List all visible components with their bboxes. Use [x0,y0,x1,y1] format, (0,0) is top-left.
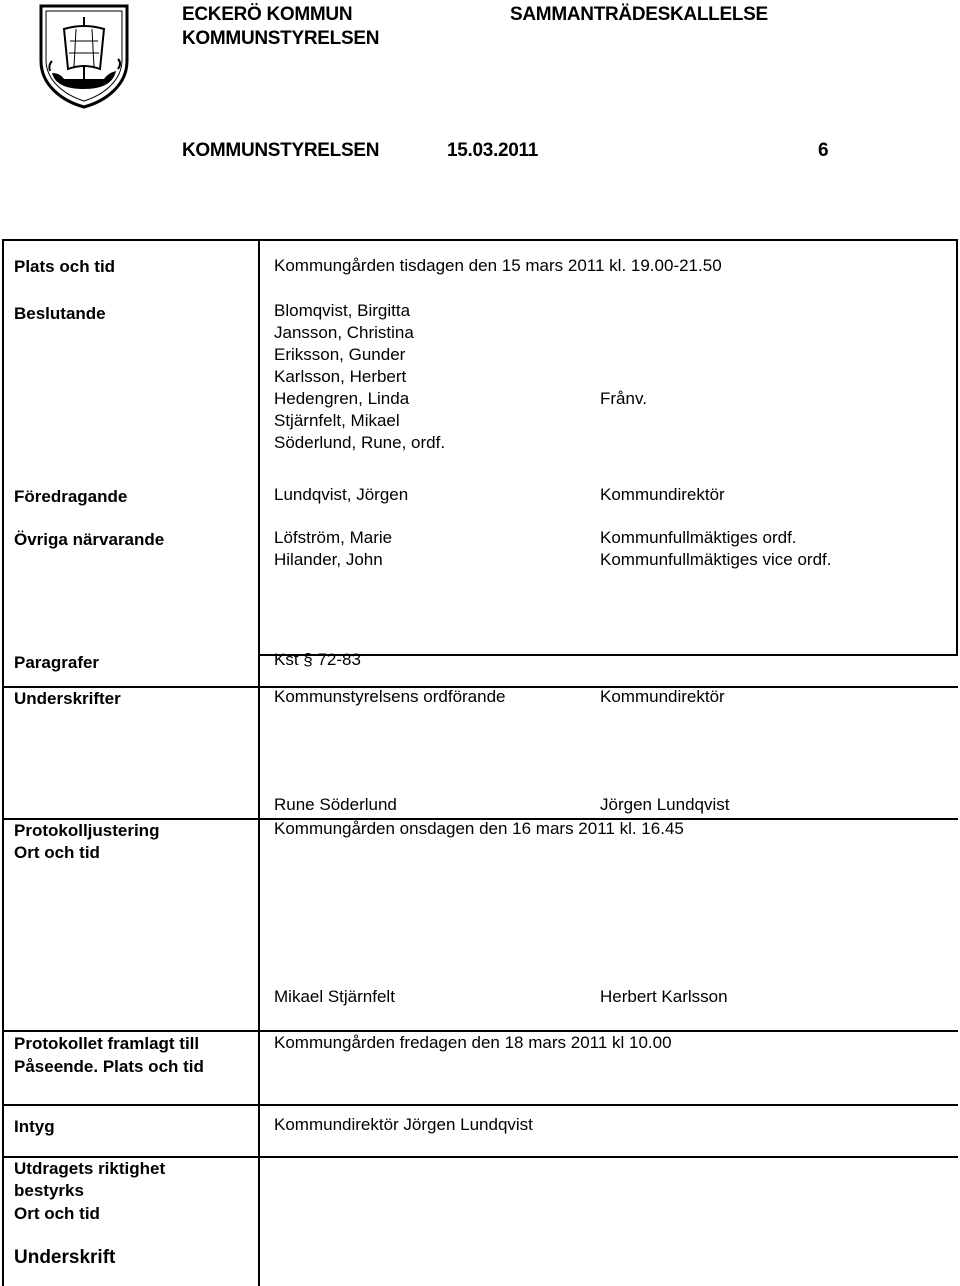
row-divider-certificate [2,1104,958,1106]
displayed-value: Kommungården fredagen den 18 mars 2011 kl 10.00 [274,1033,672,1052]
place-time-value: Kommungården tisdagen den 15 mars 2011 kl. 19.00-21.50 [274,256,722,275]
municipality-name: ECKERÖ KOMMUN [182,4,353,25]
displayed-label-line1: Protokollet framlagt till [14,1034,200,1053]
list-item: Söderlund, Rune, ordf. [274,433,446,452]
meeting-body: KOMMUNSTYRELSEN [182,140,380,161]
extract-label-line3: Ort och tid [14,1204,100,1223]
list-item: Eriksson, Gunder [274,345,406,364]
deciding-members-list [274,300,445,454]
municipal-coat-of-arms [38,3,130,109]
list-item: Blomqvist, Birgitta [274,301,411,320]
document-type: SAMMANTRÄDESKALLELSE [510,4,768,25]
issuing-body: KOMMUNSTYRELSEN [182,28,380,49]
presenter-role: Kommundirektör [600,485,725,504]
chair-title: Kommunstyrelsens ordförande [274,687,506,706]
adjuster-1-name: Mikael Stjärnfelt [274,987,395,1006]
list-item: Kommunfullmäktiges vice ordf. [600,550,832,569]
others-roles-list [600,527,831,571]
list-item: Jansson, Christina [274,323,414,342]
displayed-label-line2: Påseende. Plats och tid [14,1057,204,1076]
place-time-label: Plats och tid [14,257,116,276]
others-names-list [274,527,392,571]
certificate-value: Kommundirektör Jörgen Lundqvist [274,1115,533,1134]
list-item: Hilander, John [274,550,383,569]
verification-value: Kommungården onsdagen den 16 mars 2011 kl. 16.45 [274,819,684,838]
signatures-label: Underskrifter [14,689,121,708]
verification-label-line2: Ort och tid [14,843,100,862]
director-name: Jörgen Lundqvist [600,795,730,814]
deciding-label: Beslutande [14,304,106,323]
verification-label-line1: Protokolljustering [14,821,160,840]
certificate-label: Intyg [14,1117,55,1136]
list-item: Kommunfullmäktiges ordf. [600,528,797,547]
table-top-border [2,239,958,241]
list-item: Löfström, Marie [274,528,393,547]
list-item: Stjärnfelt, Mikael [274,411,400,430]
table-column-divider [258,239,260,1286]
extract-label-line1: Utdragets riktighet [14,1159,166,1178]
page-number: 6 [818,140,829,161]
table-left-border [2,239,4,1286]
meeting-date: 15.03.2011 [447,140,539,161]
chair-name: Rune Söderlund [274,795,397,814]
absent-note: Frånv. [600,389,647,408]
paragraphs-value: Kst § 72-83 [274,650,361,669]
director-title: Kommundirektör [600,687,725,706]
extract-label-line2: bestyrks [14,1181,84,1200]
list-item: Hedengren, Linda [274,389,410,408]
paragraphs-label: Paragrafer [14,653,100,672]
adjuster-2-name: Herbert Karlsson [600,987,728,1006]
row-divider-paragraphs [258,654,958,656]
signature-label: Underskrift [14,1247,116,1268]
presenter-name: Lundqvist, Jörgen [274,485,409,504]
table-right-border [956,239,958,654]
presenter-label: Föredragande [14,487,128,506]
list-item: Karlsson, Herbert [274,367,407,386]
others-label: Övriga närvarande [14,530,165,549]
